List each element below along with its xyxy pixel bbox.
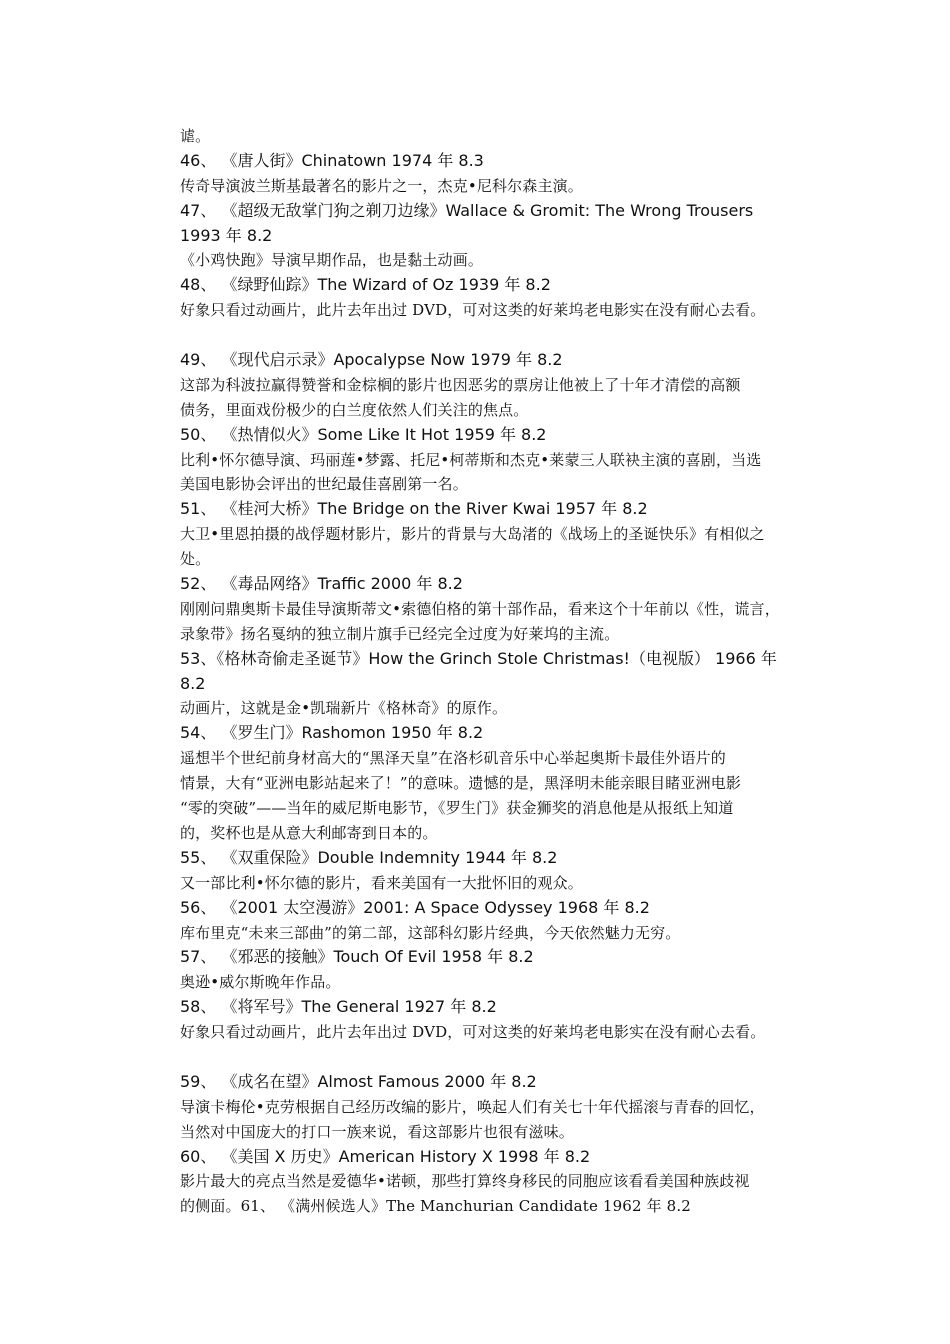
movie-entry-description: 影片最大的亮点当然是爱德华•诺顿，那些打算终身移民的同胞应该看看美国种族歧视 — [180, 1172, 750, 1191]
movie-entry-description: 录象带》扬名戛纳的独立制片旗手已经完全过度为好莱坞的主流。 — [180, 624, 620, 643]
movie-entry-description: 债务，里面戏份极少的白兰度依然人们关注的焦点。 — [180, 400, 529, 419]
movie-entry-description: 库布里克“未来三部曲”的第二部，这部科幻影片经典，今天依然魅力无穷。 — [180, 923, 681, 942]
movie-entry-description: 导演卡梅伦•克劳根据自己经历改编的影片，唤起人们有关七十年代摇滚与青春的回忆， — [180, 1097, 765, 1116]
movie-entry-description: 传奇导演波兰斯基最著名的影片之一，杰克•尼科尔森主演。 — [180, 176, 583, 195]
movie-entry-description: 当然对中国庞大的打口一族来说，看这部影片也很有滋味。 — [180, 1122, 574, 1141]
blank-line — [180, 1045, 812, 1070]
movie-entry-heading: 56、 《2001 太空漫游》2001: A Space Odyssey 1968 年 8.2 — [180, 897, 650, 917]
movie-entry-heading: 58、 《将军号》The General 1927 年 8.2 — [180, 997, 497, 1017]
movie-entry-heading: 46、 《唐人街》Chinatown 1974 年 8.3 — [180, 150, 484, 170]
movie-entry-description: 好象只看过动画片，此片去年出过 DVD，可对这类的好莱坞老电影实在没有耐心去看。 — [180, 1023, 766, 1042]
movie-entry-heading: 47、 《超级无敌掌门狗之剃刀边缘》Wallace & Gromit: The Wrong Trousers — [180, 200, 754, 220]
movie-entry-heading: 52、 《毒品网络》Traffic 2000 年 8.2 — [180, 574, 463, 594]
movie-entry-heading: 55、 《双重保险》Double Indemnity 1944 年 8.2 — [180, 847, 558, 867]
movie-entry-description: 的，奖杯也是从意大利邮寄到日本的。 — [180, 823, 438, 842]
movie-entry-description: 动画片，这就是金•凯瑞新片《格林奇》的原作。 — [180, 699, 508, 718]
movie-entry-description: 的侧面。61、 《满州候选人》The Manchurian Candidate 1962 年 8.2 — [180, 1197, 691, 1216]
movie-entry-description: 这部为科波拉赢得赞誉和金棕榈的影片也因恶劣的票房让他被上了十年才清偿的高额 — [180, 375, 741, 394]
movie-entry-description: 奥逊•威尔斯晚年作品。 — [180, 973, 341, 992]
movie-entry-heading: 59、 《成名在望》Almost Famous 2000 年 8.2 — [180, 1071, 537, 1091]
movie-entry-description: 处。 — [180, 550, 211, 569]
movie-entry-description: 谑。 — [180, 127, 211, 145]
movie-entry-description: 大卫•里恩拍摄的战俘题材影片，影片的背景与大岛渚的《战场上的圣诞快乐》有相似之 — [180, 525, 765, 544]
movie-entry-description: 遥想半个世纪前身材高大的“黑泽天皇”在洛杉矶音乐中心举起奥斯卡最佳外语片的 — [180, 749, 726, 768]
movie-entry-description: 比利•怀尔德导演、玛丽莲•梦露、托尼•柯蒂斯和杰克•莱蒙三人联袂主演的喜剧，当选 — [180, 450, 762, 469]
document-body — [180, 124, 812, 1219]
movie-entry-heading: 51、 《桂河大桥》The Bridge on the River Kwai 1957 年 8.2 — [180, 499, 648, 519]
movie-entry-description: 好象只看过动画片，此片去年出过 DVD，可对这类的好莱坞老电影实在没有耐心去看。 — [180, 301, 766, 320]
movie-entry-description: 情景，大有“亚洲电影站起来了！”的意味。遗憾的是，黑泽明未能亲眼目睹亚洲电影 — [180, 774, 742, 793]
movie-entry-heading: 50、 《热情似火》Some Like It Hot 1959 年 8.2 — [180, 424, 547, 444]
movie-entry-heading: 8.2 — [180, 673, 206, 693]
movie-entry-description: 《小鸡快跑》导演早期作品，也是黏土动画。 — [180, 251, 484, 270]
movie-entry-heading: 53、《格林奇偷走圣诞节》How the Grinch Stole Christmas!（电视版） 1966 年 — [180, 648, 777, 668]
movie-entry-description: 又一部比利•怀尔德的影片，看来美国有一大批怀旧的观众。 — [180, 873, 583, 892]
movie-entry-heading: 1993 年 8.2 — [180, 225, 273, 245]
blank-line — [180, 323, 812, 348]
movie-entry-description: 美国电影协会评出的世纪最佳喜剧第一名。 — [180, 475, 468, 494]
movie-entry-heading: 48、 《绿野仙踪》The Wizard of Oz 1939 年 8.2 — [180, 275, 551, 295]
movie-entry-heading: 54、 《罗生门》Rashomon 1950 年 8.2 — [180, 723, 484, 743]
movie-entry-description: 刚刚问鼎奥斯卡最佳导演斯蒂文•索德伯格的第十部作品，看来这个十年前以《性，谎言， — [180, 599, 780, 618]
movie-entry-heading: 57、 《邪恶的接触》Touch Of Evil 1958 年 8.2 — [180, 947, 534, 967]
movie-entry-heading: 49、 《现代启示录》Apocalypse Now 1979 年 8.2 — [180, 350, 563, 370]
movie-entry-description: “零的突破”——当年的威尼斯电影节，《罗生门》获金狮奖的消息他是从报纸上知道 — [180, 799, 734, 818]
movie-entry-heading: 60、 《美国 X 历史》American History X 1998 年 8.2 — [180, 1146, 591, 1166]
